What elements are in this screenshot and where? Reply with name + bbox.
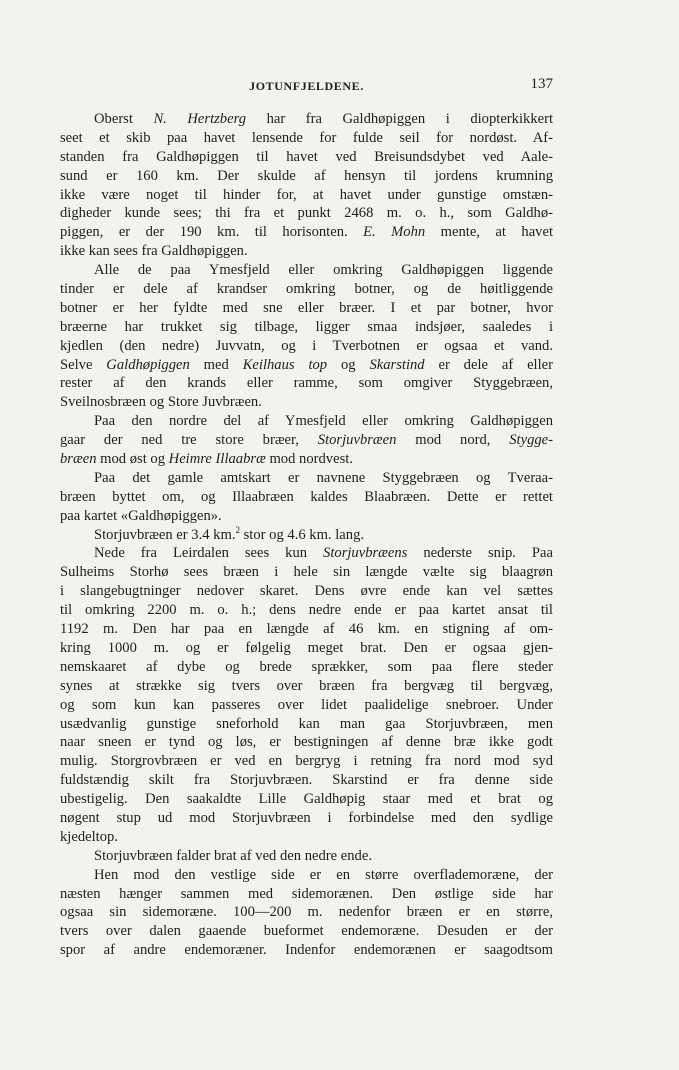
text-line: seet et skib paa havet lensende for fulde seil for nordøst. Af- [60, 129, 553, 146]
italic-name: bræen [60, 451, 97, 468]
text-line: næsten hænger sammen med sidemorænen. Den østlige side har [60, 885, 553, 902]
text-line: ubestigelig. Den saakaldte Lille Galdhøpig staar med et brat og [60, 791, 553, 808]
italic-name: Storjuvbræens [323, 545, 408, 562]
text-line: standen fra Galdhøpiggen til havet ved Breisundsdybet ved Aale- [60, 148, 553, 165]
text-line: Alle de paa Ymesfjeld eller omkring Galdhøpiggen liggende [94, 262, 553, 279]
text-line: spor af andre endemoræner. Indenfor endemorænen er saagodtsom [60, 942, 553, 959]
text-line: gaar der ned tre store bræer, Storjuvbræen mod nord, Stygge- [60, 432, 553, 449]
text-line: nøgent stup ud mod Storjuvbræen i forbindelse med den sydlige [60, 809, 553, 826]
text-line: kjedlen (den nedre) Juvvatn, og i Tverbotnen er ogsaa et vand. [60, 337, 553, 354]
paragraph [60, 412, 553, 469]
text-line: fuldstændig skilt fra Storjuvbræen. Skarstind er fra denne side [60, 772, 553, 789]
italic-name: N. Hertzberg [153, 111, 247, 127]
italic-name: Galdhøpiggen [106, 356, 190, 373]
italic-name: Keilhaus top [242, 356, 328, 373]
text-line: mulig. Storgrovbræen er ved en bergryg i retning fra nord mod syd [60, 753, 553, 770]
text-line: Nede fra Leirdalen sees kun Storjuvbræens nederste snip. Paa [94, 545, 554, 562]
text-line: Paa det gamle amtskart er navnene Styggebræen og Tveraa- [94, 469, 553, 486]
text-line: bræerne har trukket sig tilbage, ligger smaa indsjøer, saaledes i [60, 318, 553, 335]
text-line: Storjuvbræen er 3.4 km.$^2$ stor og 4.6 km. lang. [94, 524, 365, 543]
text-line: kring 1000 m. og er følgelig meget brat. Den er ogsaa gjen- [60, 639, 553, 656]
paragraph [60, 526, 553, 545]
text-line: ogsaa sin sidemoræne. 100—200 m. nedenfor bræen er en større, [60, 904, 553, 921]
paragraph [60, 469, 553, 526]
italic-name: Skarstind [369, 356, 425, 373]
italic-name: Stygge- [509, 432, 553, 449]
paragraph [60, 544, 553, 846]
paragraph [60, 110, 553, 261]
text-line: ikke kan sees fra Galdhøpiggen. [60, 243, 248, 260]
text-line: Storjuvbræen falder brat af ved den nedre ende. [94, 847, 372, 864]
italic-name: E. Mohn [363, 224, 426, 241]
text-line: Selve Galdhøpiggen med Keilhaus top og Skarstind er dele af eller [60, 356, 553, 373]
text-line: og som kun kan passeres over lidet paalidelige snebroer. Under [60, 696, 553, 713]
page-number: 137 [530, 76, 553, 92]
text-line: tvers over dalen gaaende bueformet endemoræne. Desuden er der [60, 923, 553, 940]
text-line: botner er her fyldte med sne eller bræer. I et par botner, hvor [60, 299, 553, 316]
text-line: naar sneen er tynd og løs, er bestigningen af denne bræ ikke godt [60, 734, 553, 751]
running-title: JOTUNFJELDENE. [249, 79, 364, 93]
text-line: piggen, er der 190 km. til horisonten. E. Mohn mente, at havet [60, 224, 554, 241]
paragraph [60, 866, 553, 960]
paragraph [60, 847, 553, 866]
text-line: kjedeltop. [60, 828, 118, 845]
text-line: bræen byttet om, og Illaabræen kaldes Blaabræen. Dette er rettet [60, 488, 553, 505]
text-line: sund er 160 km. Der skulde af hensyn til jordens krumning [60, 167, 553, 184]
text-line: nemskaaret af dybe og brede sprækker, som paa flere steder [60, 658, 553, 675]
text-line: ikke være noget til hinder for, at havet under gunstige omstæn- [60, 186, 553, 203]
italic-name: Storjuvbræen [317, 432, 397, 449]
text-line: usædvanlig gunstige sneforhold kan man gaa Storjuvbræen, men [60, 715, 553, 732]
text-line: bræen mod øst og Heimre Illaabræ mod nordvest. [60, 451, 353, 468]
text-line: Oberst N. Hertzberg har fra Galdhøpiggen i diopterkikkert [94, 111, 554, 127]
text-line: Sveilnosbræen og Store Juvbræen. [60, 394, 262, 411]
text-line: 1192 m. Den har paa en længde af 46 km. en stigning af om- [60, 621, 553, 638]
text-line: til omkring 2200 m. o. h.; dens nedre ende er paa kartet ansat til [60, 602, 553, 619]
italic-name: Heimre Illaabræ [168, 451, 266, 468]
superscript: 2 [235, 524, 240, 535]
body-text [60, 110, 553, 960]
text-line: tinder er dele af krandser omkring botner, og de høitliggende [60, 281, 553, 298]
text-line: rester af den krands eller ramme, som omgiver Styggebræen, [60, 375, 553, 392]
text-line: paa kartet «Galdhøpiggen». [60, 507, 222, 524]
text-line: Sulheims Storhø sees bræen i hele sin længde vælte sig blaagrøn [60, 564, 553, 581]
paragraph [60, 261, 553, 412]
text-line: digheder kunde sees; thi fra et punkt 2468 m. o. h., som Galdhø- [60, 205, 553, 222]
page-header [60, 76, 553, 96]
text-line: i slangebugtninger nedover skaret. Dens øvre ende kan vel sættes [60, 583, 553, 600]
text-line: synes at strække sig tvers over bræen fra bergvæg til bergvæg, [60, 677, 553, 694]
text-line: Hen mod den vestlige side er en større overflademoræne, der [94, 866, 553, 883]
text-line: Paa den nordre del af Ymesfjeld eller omkring Galdhøpiggen [94, 413, 553, 430]
